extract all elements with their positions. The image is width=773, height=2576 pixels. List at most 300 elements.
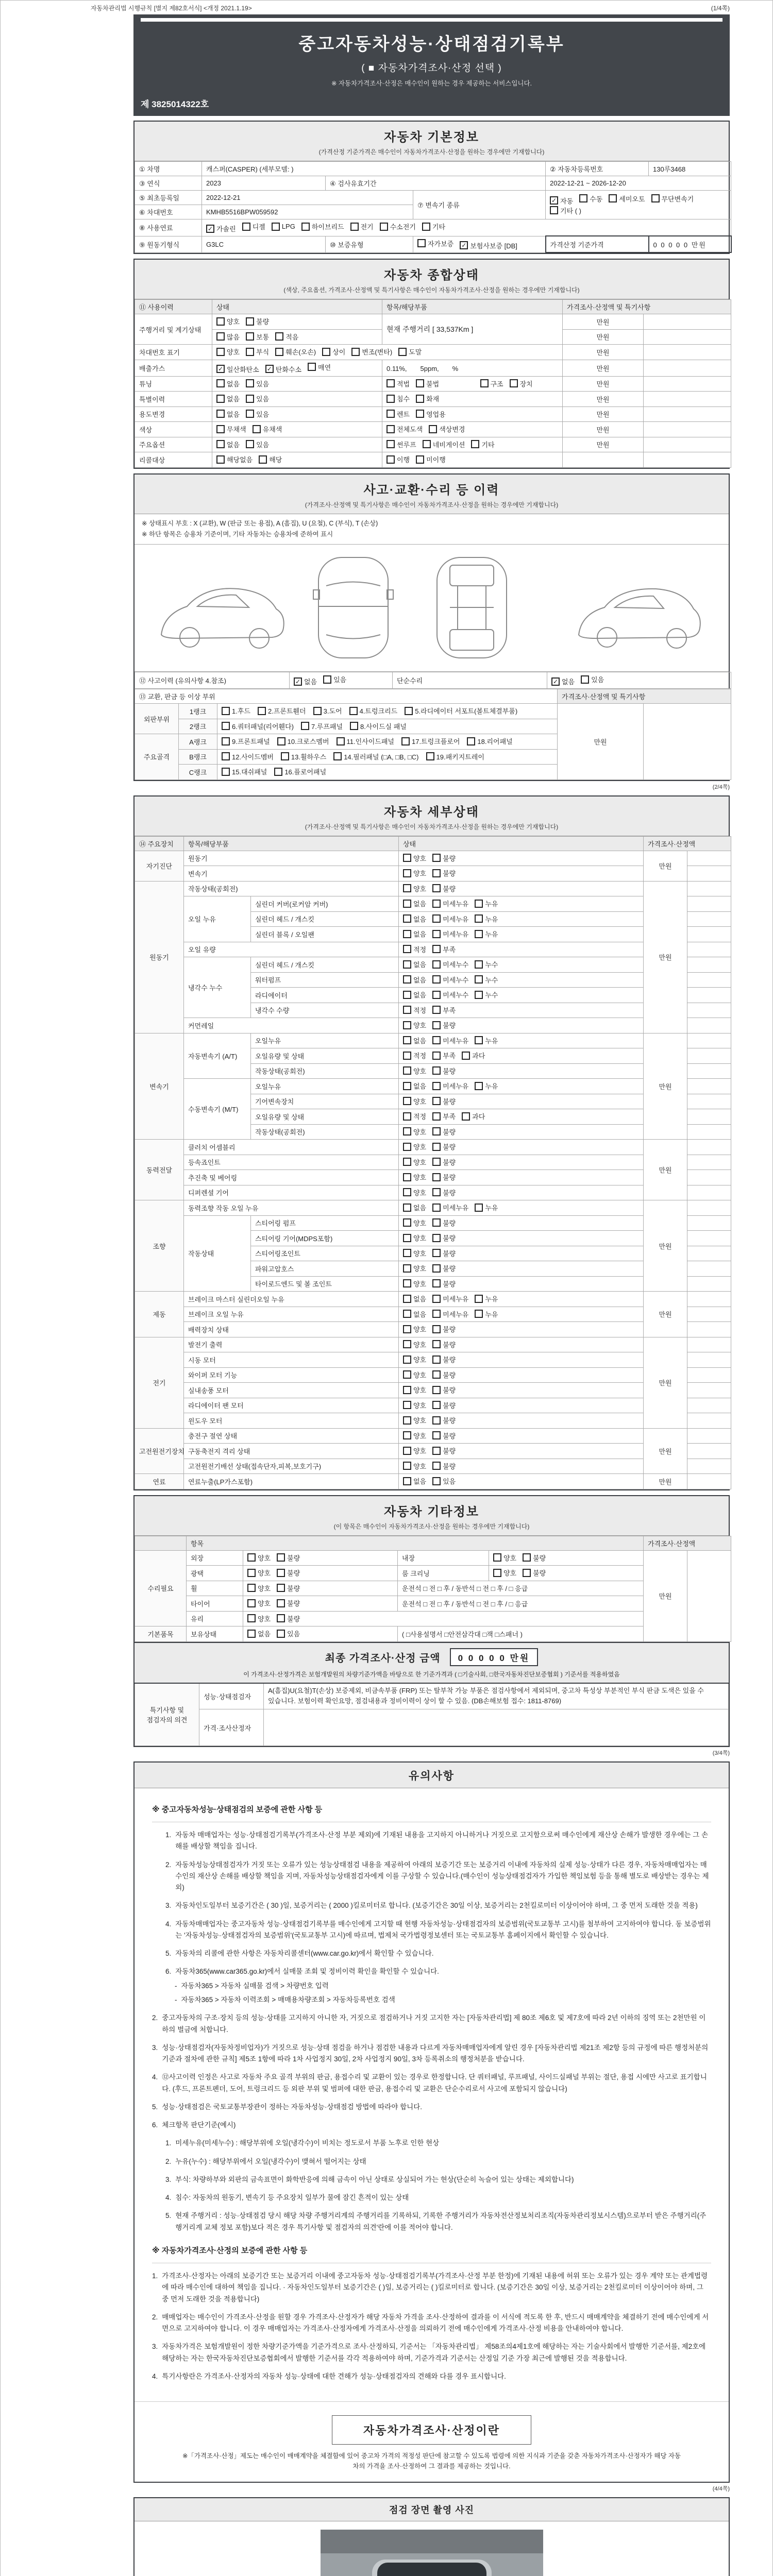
checkbox-option[interactable] — [475, 959, 498, 969]
panel-item[interactable] — [222, 736, 270, 746]
checkbox-icon[interactable] — [403, 1279, 411, 1287]
checkbox-option[interactable] — [475, 990, 498, 999]
checkbox-icon[interactable] — [216, 455, 225, 464]
checkbox-icon[interactable] — [403, 1416, 411, 1425]
checkbox-icon[interactable] — [480, 379, 489, 387]
checkbox-icon[interactable] — [432, 1310, 441, 1318]
checkbox-option[interactable] — [403, 884, 426, 893]
checkbox-option[interactable] — [510, 379, 533, 388]
checkbox-option[interactable] — [475, 975, 498, 985]
checkbox-icon[interactable] — [403, 1370, 411, 1379]
checkbox-icon[interactable] — [403, 1097, 411, 1105]
checkbox-icon[interactable] — [432, 1204, 441, 1212]
checkbox-option[interactable] — [609, 194, 645, 204]
checkbox-option[interactable] — [403, 1279, 426, 1289]
checkbox-icon[interactable] — [475, 1036, 483, 1044]
checkbox-icon[interactable] — [386, 455, 395, 464]
checkbox-option[interactable] — [475, 1202, 498, 1212]
checkbox-icon[interactable] — [432, 1097, 441, 1105]
checkbox-icon[interactable] — [403, 1462, 411, 1470]
checkbox-option[interactable] — [550, 196, 573, 206]
checkbox-option[interactable] — [432, 944, 456, 954]
checkbox-icon[interactable] — [386, 440, 395, 448]
panel-item[interactable] — [426, 752, 484, 761]
checkbox-icon[interactable] — [246, 410, 254, 418]
checkbox-icon[interactable] — [386, 395, 395, 403]
checkbox-icon[interactable] — [313, 707, 322, 715]
checkbox-icon[interactable] — [222, 722, 230, 730]
checkbox-option[interactable] — [216, 409, 240, 419]
panel-item[interactable] — [301, 721, 343, 731]
checkbox-icon[interactable] — [403, 1127, 411, 1136]
panel-item[interactable] — [337, 736, 394, 746]
checkbox-option[interactable] — [246, 316, 269, 326]
checkbox-option[interactable] — [403, 1431, 426, 1440]
checkbox-option[interactable] — [403, 899, 426, 908]
checkbox-option[interactable] — [259, 454, 282, 464]
checkbox-option[interactable] — [403, 1324, 426, 1334]
checkbox-option[interactable] — [275, 347, 316, 357]
checkbox-icon[interactable] — [432, 1188, 441, 1196]
checkbox-icon[interactable] — [432, 1386, 441, 1394]
checkbox-option[interactable] — [403, 1476, 426, 1486]
checkbox-icon[interactable] — [247, 1569, 256, 1577]
checkbox-icon[interactable] — [432, 884, 441, 892]
checkbox-icon[interactable] — [416, 379, 424, 387]
panel-item[interactable] — [222, 721, 294, 731]
checkbox-icon[interactable] — [432, 854, 441, 862]
checkbox-option[interactable] — [475, 1294, 498, 1303]
checkbox-option[interactable] — [471, 439, 494, 449]
checkbox-icon[interactable] — [417, 239, 426, 247]
checkbox-option[interactable] — [423, 439, 465, 449]
checkbox-icon[interactable] — [277, 1569, 285, 1577]
panel-item[interactable] — [258, 706, 306, 716]
checkbox-option[interactable] — [432, 1233, 456, 1243]
checkbox-option[interactable] — [246, 347, 269, 357]
checkbox-icon[interactable] — [467, 737, 475, 745]
checkbox-icon[interactable] — [432, 1355, 441, 1364]
checkbox-icon[interactable] — [432, 1066, 441, 1075]
checkbox-icon[interactable] — [403, 1021, 411, 1029]
checkbox-option[interactable] — [432, 1309, 468, 1319]
checkbox-option[interactable] — [432, 1036, 468, 1045]
checkbox-option[interactable] — [277, 1598, 300, 1608]
checkbox-icon[interactable] — [403, 914, 411, 923]
checkbox-icon[interactable] — [416, 395, 424, 403]
checkbox-option[interactable] — [475, 1036, 498, 1045]
checkbox-option[interactable] — [417, 239, 453, 248]
checkbox-option[interactable] — [432, 990, 468, 999]
checkbox-option[interactable] — [432, 1324, 456, 1334]
checkbox-option[interactable] — [206, 224, 236, 233]
checkbox-option[interactable] — [550, 206, 581, 215]
checkbox-option[interactable] — [351, 347, 392, 357]
checkbox-option[interactable] — [216, 316, 240, 326]
checkbox-icon[interactable] — [422, 223, 430, 231]
checkbox-icon[interactable] — [609, 194, 617, 202]
checkbox-icon[interactable] — [403, 1173, 411, 1181]
checkbox-icon[interactable] — [403, 1295, 411, 1303]
checkbox-icon[interactable] — [475, 1295, 483, 1303]
checkbox-option[interactable] — [432, 1111, 456, 1121]
checkbox-option[interactable] — [386, 424, 423, 434]
checkbox-icon[interactable] — [475, 991, 483, 999]
checkbox-icon[interactable] — [416, 410, 424, 418]
checkbox-icon[interactable] — [277, 1614, 285, 1622]
checkbox-icon[interactable] — [432, 1295, 441, 1303]
checkbox-icon[interactable] — [246, 440, 254, 448]
checkbox-option[interactable] — [246, 409, 269, 419]
checkbox-option[interactable] — [386, 409, 410, 419]
checkbox-icon[interactable] — [475, 914, 483, 923]
checkbox-option[interactable] — [216, 379, 240, 388]
checkbox-option[interactable] — [403, 1005, 426, 1015]
checkbox-option[interactable] — [403, 959, 426, 969]
checkbox-option[interactable] — [246, 394, 269, 403]
checkbox-option[interactable] — [551, 676, 575, 686]
checkbox-option[interactable] — [403, 914, 426, 924]
checkbox-icon[interactable] — [403, 930, 411, 938]
checkbox-icon[interactable] — [216, 317, 225, 326]
checkbox-icon[interactable] — [275, 348, 283, 356]
checkbox-icon[interactable] — [403, 900, 411, 908]
checkbox-option[interactable] — [432, 1400, 456, 1410]
checkbox-icon[interactable] — [403, 960, 411, 969]
checkbox-option[interactable] — [432, 1202, 468, 1212]
checkbox-icon[interactable] — [432, 1401, 441, 1409]
checkbox-icon[interactable] — [216, 365, 225, 373]
checkbox-option[interactable] — [579, 194, 602, 204]
checkbox-icon[interactable] — [398, 348, 407, 356]
checkbox-option[interactable] — [247, 1568, 271, 1578]
checkbox-icon[interactable] — [403, 945, 411, 953]
checkbox-option[interactable] — [416, 394, 439, 403]
checkbox-icon[interactable] — [432, 1143, 441, 1151]
checkbox-option[interactable] — [403, 1096, 426, 1106]
checkbox-icon[interactable] — [301, 223, 310, 231]
panel-item[interactable] — [281, 752, 326, 761]
panel-item[interactable] — [277, 736, 329, 746]
checkbox-option[interactable] — [216, 347, 240, 357]
checkbox-option[interactable] — [403, 868, 426, 878]
checkbox-icon[interactable] — [581, 675, 589, 684]
checkbox-option[interactable] — [380, 222, 416, 231]
checkbox-icon[interactable] — [403, 1082, 411, 1090]
checkbox-option[interactable] — [432, 929, 468, 939]
checkbox-icon[interactable] — [216, 348, 225, 356]
checkbox-icon[interactable] — [258, 707, 266, 715]
checkbox-icon[interactable] — [403, 1249, 411, 1257]
checkbox-icon[interactable] — [475, 900, 483, 908]
checkbox-icon[interactable] — [432, 1340, 441, 1348]
checkbox-option[interactable] — [432, 1020, 456, 1030]
checkbox-icon[interactable] — [432, 991, 441, 999]
checkbox-icon[interactable] — [432, 1431, 441, 1439]
checkbox-option[interactable] — [246, 332, 269, 342]
checkbox-option[interactable] — [247, 1629, 271, 1638]
checkbox-option[interactable] — [432, 1142, 456, 1151]
checkbox-option[interactable] — [432, 1218, 456, 1228]
checkbox-option[interactable] — [416, 379, 439, 388]
checkbox-option[interactable] — [432, 1354, 456, 1364]
checkbox-option[interactable] — [403, 944, 426, 954]
checkbox-icon[interactable] — [475, 1310, 483, 1318]
checkbox-icon[interactable] — [432, 1158, 441, 1166]
checkbox-icon[interactable] — [350, 722, 358, 730]
checkbox-option[interactable] — [403, 1081, 426, 1091]
checkbox-option[interactable] — [403, 1142, 426, 1151]
checkbox-icon[interactable] — [272, 223, 280, 231]
panel-item[interactable] — [222, 752, 274, 761]
checkbox-icon[interactable] — [246, 379, 254, 387]
checkbox-option[interactable] — [462, 1050, 485, 1060]
checkbox-icon[interactable] — [432, 1082, 441, 1090]
checkbox-option[interactable] — [475, 899, 498, 908]
checkbox-option[interactable] — [301, 222, 344, 231]
checkbox-option[interactable] — [403, 1309, 426, 1319]
checkbox-option[interactable] — [403, 1385, 426, 1395]
checkbox-option[interactable] — [247, 1614, 271, 1623]
checkbox-icon[interactable] — [432, 1021, 441, 1029]
checkbox-icon[interactable] — [253, 425, 261, 433]
checkbox-icon[interactable] — [403, 1401, 411, 1409]
checkbox-icon[interactable] — [403, 1204, 411, 1212]
checkbox-icon[interactable] — [523, 1553, 531, 1562]
checkbox-option[interactable] — [422, 222, 445, 231]
panel-item[interactable] — [274, 767, 326, 776]
checkbox-option[interactable] — [308, 362, 331, 372]
checkbox-icon[interactable] — [432, 1477, 441, 1485]
checkbox-icon[interactable] — [432, 1036, 441, 1044]
panel-item[interactable] — [405, 706, 517, 716]
checkbox-icon[interactable] — [403, 1325, 411, 1333]
checkbox-option[interactable] — [403, 1400, 426, 1410]
checkbox-option[interactable] — [416, 409, 446, 419]
checkbox-icon[interactable] — [579, 194, 587, 202]
checkbox-icon[interactable] — [475, 930, 483, 938]
checkbox-icon[interactable] — [277, 1553, 285, 1562]
checkbox-icon[interactable] — [222, 752, 230, 760]
checkbox-option[interactable] — [493, 1568, 516, 1578]
checkbox-icon[interactable] — [432, 900, 441, 908]
checkbox-option[interactable] — [277, 1553, 300, 1563]
checkbox-option[interactable] — [475, 914, 498, 924]
checkbox-option[interactable] — [432, 868, 456, 878]
checkbox-icon[interactable] — [403, 1264, 411, 1273]
checkbox-option[interactable] — [432, 1188, 456, 1197]
checkbox-icon[interactable] — [386, 410, 395, 418]
checkbox-icon[interactable] — [432, 1006, 441, 1014]
checkbox-icon[interactable] — [274, 768, 282, 776]
checkbox-icon[interactable] — [432, 869, 441, 877]
checkbox-icon[interactable] — [432, 975, 441, 984]
checkbox-icon[interactable] — [403, 1234, 411, 1242]
checkbox-option[interactable] — [272, 223, 295, 231]
checkbox-icon[interactable] — [403, 1386, 411, 1394]
checkbox-icon[interactable] — [247, 1553, 256, 1562]
checkbox-option[interactable] — [403, 1036, 426, 1045]
checkbox-option[interactable] — [403, 1020, 426, 1030]
checkbox-icon[interactable] — [351, 348, 360, 356]
checkbox-icon[interactable] — [462, 1112, 470, 1121]
checkbox-icon[interactable] — [462, 1052, 470, 1060]
checkbox-icon[interactable] — [265, 365, 274, 373]
checkbox-icon[interactable] — [277, 1599, 285, 1607]
checkbox-option[interactable] — [432, 1279, 456, 1289]
checkbox-icon[interactable] — [403, 1036, 411, 1044]
checkbox-icon[interactable] — [403, 1052, 411, 1060]
checkbox-icon[interactable] — [432, 960, 441, 969]
checkbox-icon[interactable] — [349, 707, 358, 715]
checkbox-icon[interactable] — [308, 363, 316, 371]
panel-item[interactable] — [350, 721, 407, 731]
checkbox-icon[interactable] — [216, 379, 225, 387]
checkbox-icon[interactable] — [493, 1553, 501, 1562]
checkbox-option[interactable] — [323, 674, 346, 684]
checkbox-icon[interactable] — [403, 1143, 411, 1151]
checkbox-option[interactable] — [432, 1294, 468, 1303]
checkbox-option[interactable] — [247, 1598, 271, 1608]
checkbox-option[interactable] — [247, 1553, 271, 1563]
checkbox-icon[interactable] — [277, 1630, 285, 1638]
checkbox-option[interactable] — [475, 1309, 498, 1319]
checkbox-option[interactable] — [432, 853, 456, 863]
checkbox-option[interactable] — [216, 454, 253, 464]
checkbox-option[interactable] — [480, 379, 503, 388]
checkbox-icon[interactable] — [403, 884, 411, 892]
checkbox-option[interactable] — [247, 1583, 271, 1593]
panel-item[interactable] — [333, 752, 418, 761]
checkbox-icon[interactable] — [432, 1416, 441, 1425]
checkbox-option[interactable] — [294, 676, 317, 686]
checkbox-icon[interactable] — [277, 1584, 285, 1592]
checkbox-icon[interactable] — [247, 1630, 256, 1638]
checkbox-icon[interactable] — [294, 677, 302, 686]
checkbox-icon[interactable] — [523, 1569, 531, 1577]
checkbox-option[interactable] — [216, 364, 259, 374]
checkbox-option[interactable] — [246, 439, 269, 449]
checkbox-icon[interactable] — [432, 930, 441, 938]
checkbox-option[interactable] — [403, 1127, 426, 1137]
checkbox-icon[interactable] — [432, 914, 441, 923]
checkbox-option[interactable] — [403, 1354, 426, 1364]
checkbox-icon[interactable] — [550, 206, 558, 214]
checkbox-icon[interactable] — [405, 707, 413, 715]
checkbox-icon[interactable] — [471, 440, 479, 448]
panel-item[interactable] — [401, 736, 460, 746]
checkbox-icon[interactable] — [432, 1279, 441, 1287]
checkbox-option[interactable] — [403, 1111, 426, 1121]
checkbox-icon[interactable] — [423, 440, 431, 448]
checkbox-option[interactable] — [403, 1370, 426, 1380]
checkbox-icon[interactable] — [246, 332, 254, 341]
checkbox-icon[interactable] — [246, 317, 254, 326]
checkbox-option[interactable] — [429, 424, 465, 434]
checkbox-option[interactable] — [275, 332, 298, 342]
checkbox-option[interactable] — [246, 379, 269, 388]
checkbox-icon[interactable] — [281, 752, 289, 760]
checkbox-option[interactable] — [581, 674, 604, 684]
checkbox-option[interactable] — [350, 222, 374, 231]
checkbox-option[interactable] — [403, 1248, 426, 1258]
checkbox-icon[interactable] — [380, 223, 388, 231]
checkbox-icon[interactable] — [403, 1066, 411, 1075]
checkbox-icon[interactable] — [403, 1447, 411, 1455]
checkbox-icon[interactable] — [432, 1234, 441, 1242]
checkbox-option[interactable] — [403, 1294, 426, 1303]
checkbox-icon[interactable] — [222, 768, 230, 776]
checkbox-icon[interactable] — [416, 455, 424, 464]
checkbox-option[interactable] — [416, 454, 446, 464]
checkbox-option[interactable] — [475, 929, 498, 939]
checkbox-option[interactable] — [432, 1431, 456, 1440]
checkbox-icon[interactable] — [242, 223, 250, 231]
checkbox-icon[interactable] — [432, 1325, 441, 1333]
checkbox-icon[interactable] — [551, 677, 560, 686]
checkbox-option[interactable] — [216, 394, 240, 403]
checkbox-icon[interactable] — [222, 707, 230, 715]
checkbox-icon[interactable] — [432, 1127, 441, 1136]
checkbox-icon[interactable] — [259, 455, 267, 464]
checkbox-icon[interactable] — [432, 945, 441, 953]
checkbox-option[interactable] — [403, 1202, 426, 1212]
checkbox-icon[interactable] — [216, 395, 225, 403]
checkbox-icon[interactable] — [216, 332, 225, 341]
checkbox-icon[interactable] — [277, 737, 285, 745]
checkbox-option[interactable] — [462, 1111, 485, 1121]
checkbox-icon[interactable] — [403, 1340, 411, 1348]
checkbox-icon[interactable] — [475, 960, 483, 969]
checkbox-option[interactable] — [432, 1446, 456, 1455]
checkbox-option[interactable] — [403, 1157, 426, 1167]
checkbox-icon[interactable] — [432, 1462, 441, 1470]
checkbox-icon[interactable] — [216, 410, 225, 418]
checkbox-icon[interactable] — [216, 440, 225, 448]
checkbox-option[interactable] — [403, 1233, 426, 1243]
checkbox-option[interactable] — [242, 222, 265, 231]
checkbox-icon[interactable] — [403, 1431, 411, 1439]
checkbox-icon[interactable] — [323, 675, 331, 684]
checkbox-option[interactable] — [216, 439, 240, 449]
checkbox-option[interactable] — [403, 990, 426, 999]
checkbox-icon[interactable] — [301, 722, 309, 730]
checkbox-option[interactable] — [432, 899, 468, 908]
checkbox-option[interactable] — [386, 439, 416, 449]
checkbox-option[interactable] — [253, 424, 282, 434]
checkbox-option[interactable] — [403, 1188, 426, 1197]
panel-item[interactable] — [222, 706, 250, 716]
checkbox-icon[interactable] — [350, 223, 359, 231]
checkbox-option[interactable] — [398, 347, 422, 357]
checkbox-icon[interactable] — [475, 975, 483, 984]
checkbox-icon[interactable] — [403, 869, 411, 877]
checkbox-icon[interactable] — [432, 1052, 441, 1060]
checkbox-icon[interactable] — [386, 425, 395, 433]
checkbox-icon[interactable] — [247, 1599, 256, 1607]
checkbox-option[interactable] — [277, 1583, 300, 1593]
checkbox-option[interactable] — [432, 1385, 456, 1395]
checkbox-option[interactable] — [403, 1340, 426, 1349]
checkbox-option[interactable] — [403, 929, 426, 939]
checkbox-option[interactable] — [432, 1157, 456, 1167]
checkbox-option[interactable] — [432, 1340, 456, 1349]
checkbox-option[interactable] — [403, 1218, 426, 1228]
checkbox-option[interactable] — [432, 1172, 456, 1182]
checkbox-option[interactable] — [523, 1568, 546, 1578]
checkbox-icon[interactable] — [550, 196, 558, 205]
checkbox-icon[interactable] — [322, 348, 330, 356]
